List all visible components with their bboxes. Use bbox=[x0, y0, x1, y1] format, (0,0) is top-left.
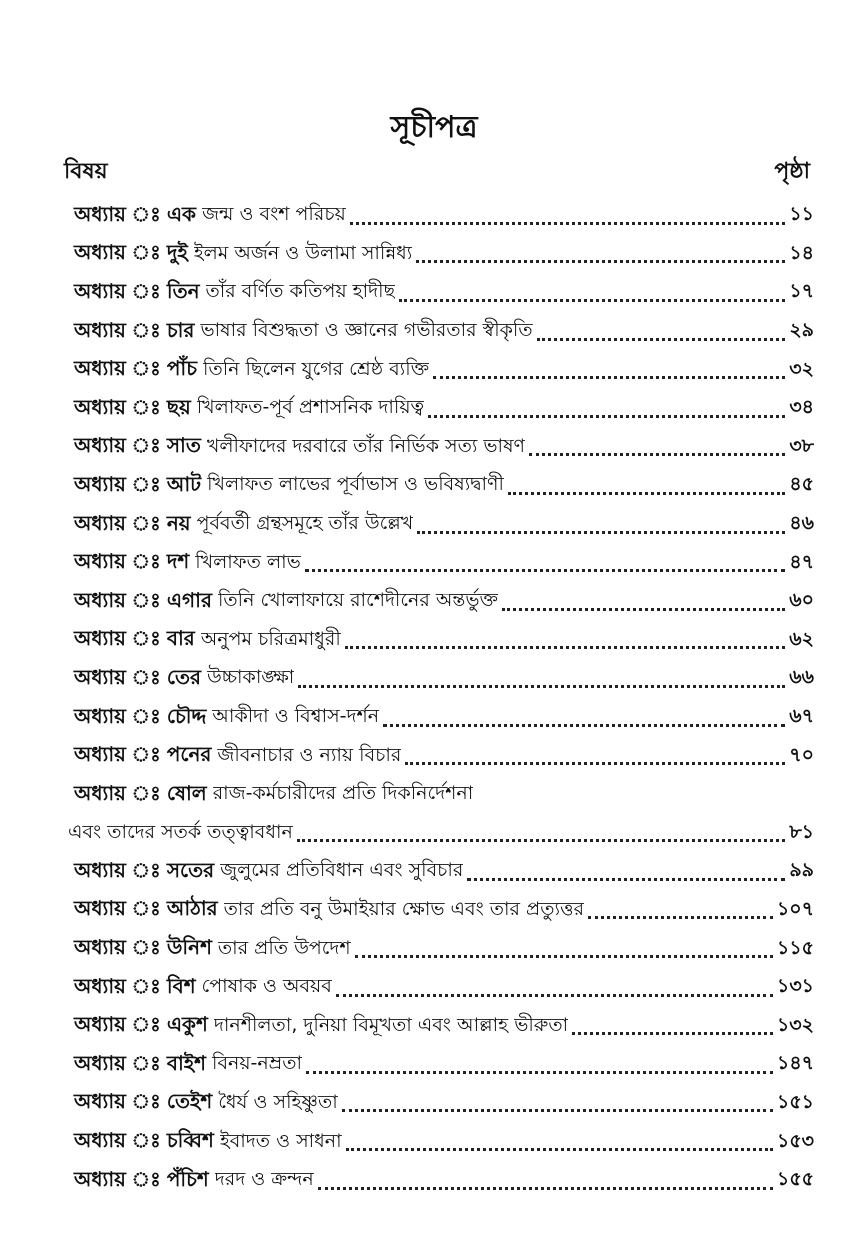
chapter-label: অধ্যায় ঃ bbox=[74, 549, 161, 574]
toc-entry bbox=[74, 583, 814, 622]
dot-leader bbox=[416, 260, 785, 263]
chapter-number: বিশ bbox=[166, 973, 196, 998]
dot-leader bbox=[572, 1032, 773, 1035]
chapter-label: অধ্যায় ঃ bbox=[74, 780, 161, 805]
chapter-title: খিলাফত-পূর্ব প্রশাসনিক দায়িত্ব bbox=[196, 396, 425, 419]
page-column-header: পৃষ্ঠা bbox=[774, 158, 810, 184]
chapter-label: অধ্যায় ঃ bbox=[74, 356, 161, 381]
toc-entry bbox=[74, 622, 814, 661]
chapter-number: এগার bbox=[166, 587, 212, 612]
chapter-number: পনের bbox=[166, 742, 212, 767]
chapter-title: তার প্রতি বনু উমাইয়ার ক্ষোভ এবং তার প্রত্যুত্তর bbox=[223, 897, 585, 920]
toc-entry bbox=[74, 1046, 814, 1085]
chapter-number: ছয় bbox=[166, 394, 191, 419]
chapter-number: তের bbox=[166, 664, 201, 689]
dot-leader bbox=[346, 1148, 773, 1151]
toc-entry bbox=[74, 506, 814, 545]
toc-entry bbox=[74, 892, 814, 931]
dot-leader bbox=[305, 569, 786, 572]
chapter-title: পোষাক ও অবয়ব bbox=[201, 975, 332, 998]
chapter-title: ভাষার বিশুদ্ধতা ও জ্ঞানের গভীরতার স্বীকৃতি bbox=[200, 319, 533, 342]
chapter-number: সতের bbox=[166, 857, 215, 882]
page-number: ৩২ bbox=[789, 357, 814, 380]
chapter-title: খিলাফত লাভের পূর্বাভাস ও ভবিষ্যদ্বাণী bbox=[207, 473, 504, 496]
toc-entry bbox=[74, 544, 814, 583]
dot-leader bbox=[306, 1071, 773, 1074]
toc-entry bbox=[74, 1123, 814, 1162]
chapter-title: খিলাফত লাভ bbox=[195, 550, 301, 573]
page-number: ১০৭ bbox=[776, 897, 814, 920]
chapter-title: পূর্ববর্তী গ্রন্থসমূহে তাঁর উল্লেখ bbox=[196, 512, 414, 535]
chapter-number: তেইশ bbox=[166, 1089, 213, 1114]
chapter-number: চৌদ্দ bbox=[166, 703, 207, 728]
page-number: ১৪৭ bbox=[776, 1052, 814, 1075]
page-number: ৬০ bbox=[789, 589, 814, 612]
chapter-label: অধ্যায় ঃ bbox=[74, 896, 161, 921]
page-number: ১৫১ bbox=[777, 1090, 814, 1113]
page-number: ৬৭ bbox=[789, 705, 814, 728]
chapter-number: পঁচিশ bbox=[166, 1166, 209, 1191]
chapter-number: পাঁচ bbox=[166, 356, 198, 381]
dot-leader bbox=[508, 492, 785, 495]
page-number: ৪৭ bbox=[789, 550, 814, 573]
page-number: ৪৬ bbox=[789, 512, 814, 535]
dot-leader bbox=[537, 338, 786, 341]
chapter-label: অধ্যায় ঃ bbox=[74, 201, 161, 226]
page-number: ১৫৩ bbox=[776, 1129, 814, 1152]
dot-leader bbox=[383, 724, 785, 727]
page-number: ১১ bbox=[789, 203, 814, 226]
chapter-number: আট bbox=[166, 471, 202, 496]
chapter-label: অধ্যায় ঃ bbox=[74, 317, 161, 342]
chapter-number: উনিশ bbox=[166, 935, 212, 960]
dot-leader bbox=[433, 376, 785, 379]
chapter-label: অধ্যায় ঃ bbox=[74, 1012, 161, 1037]
toc-entry bbox=[74, 699, 814, 738]
toc-entry bbox=[74, 930, 814, 969]
toc-entry bbox=[74, 776, 814, 815]
chapter-number: তিন bbox=[166, 278, 200, 303]
dot-leader bbox=[297, 839, 785, 842]
chapter-number: দুই bbox=[166, 240, 188, 265]
chapter-title: তিনি খোলাফায়ে রাশেদীনের অন্তর্ভুক্ত bbox=[217, 589, 498, 612]
chapter-label: অধ্যায় ঃ bbox=[74, 278, 161, 303]
toc-entry bbox=[74, 274, 814, 313]
page-number: ১৩২ bbox=[776, 1013, 814, 1036]
chapter-title: ইলম অর্জন ও উলামা সান্নিধ্য bbox=[193, 241, 413, 264]
chapter-number: নয় bbox=[166, 510, 191, 535]
dot-leader bbox=[428, 415, 785, 418]
page-number: ৯৯ bbox=[789, 859, 814, 882]
chapter-title: অনুপম চরিত্রমাধুরী bbox=[200, 627, 341, 650]
toc-entry bbox=[74, 737, 814, 776]
chapter-label: অধ্যায় ঃ bbox=[74, 240, 161, 265]
chapter-title: ইবাদত ও সাধনা bbox=[219, 1129, 342, 1152]
chapter-label: অধ্যায় ঃ bbox=[74, 394, 161, 419]
chapter-number: চার bbox=[166, 317, 195, 342]
chapter-label: অধ্যায় ঃ bbox=[74, 1089, 161, 1114]
dot-leader bbox=[342, 1109, 773, 1112]
dot-leader bbox=[467, 878, 785, 881]
page-number: ৩৪ bbox=[789, 396, 814, 419]
toc-entry bbox=[68, 815, 814, 854]
chapter-title: দানশীলতা, দুনিয়া বিমূখতা এবং আল্লাহ ভীরুতা bbox=[213, 1013, 569, 1036]
page-number: ৬৬ bbox=[789, 666, 814, 689]
page-number: ১৩১ bbox=[776, 975, 814, 998]
page-number: ২৯ bbox=[789, 319, 814, 342]
page-number: ৬২ bbox=[789, 627, 814, 650]
chapter-title: জন্ম ও বংশ পরিচয় bbox=[202, 203, 346, 226]
toc-entry bbox=[74, 429, 814, 468]
toc-entry bbox=[74, 1162, 814, 1201]
chapter-title: জুলুমের প্রতিবিধান এবং সুবিচার bbox=[220, 859, 464, 882]
chapter-title: বিনয়-নম্রতা bbox=[212, 1052, 303, 1075]
dot-leader bbox=[318, 1187, 773, 1190]
page-number: ৭০ bbox=[789, 743, 814, 766]
toc-entry bbox=[74, 853, 814, 892]
chapter-title: ধৈর্য ও সহিষ্ণুতা bbox=[218, 1090, 338, 1113]
chapter-label: অধ্যায় ঃ bbox=[74, 626, 161, 651]
dot-leader bbox=[502, 608, 785, 611]
chapter-label: অধ্যায় ঃ bbox=[74, 703, 161, 728]
dot-leader bbox=[529, 453, 785, 456]
page-number: ৪৫ bbox=[789, 473, 814, 496]
dot-leader bbox=[405, 762, 785, 765]
dot-leader bbox=[417, 531, 785, 534]
page-number: ৮১ bbox=[789, 820, 814, 843]
dot-leader bbox=[588, 916, 773, 919]
page-number: ১৭ bbox=[789, 280, 814, 303]
toc-entry bbox=[74, 236, 814, 275]
toc-entry bbox=[74, 197, 814, 236]
dot-leader bbox=[399, 299, 785, 302]
toc-entry bbox=[74, 1007, 814, 1046]
toc-entry bbox=[74, 660, 814, 699]
chapter-number: আঠার bbox=[166, 896, 218, 921]
chapter-label: অধ্যায় ঃ bbox=[74, 935, 161, 960]
page-number: ১৫৫ bbox=[777, 1168, 814, 1191]
chapter-label: অধ্যায় ঃ bbox=[74, 742, 161, 767]
toc-entry bbox=[74, 390, 814, 429]
chapter-label: অধ্যায় ঃ bbox=[74, 1166, 161, 1191]
chapter-number: বাইশ bbox=[166, 1050, 207, 1075]
chapter-label: অধ্যায় ঃ bbox=[74, 973, 161, 998]
chapter-label: অধ্যায় ঃ bbox=[74, 433, 161, 458]
chapter-title: এবং তাদের সতর্ক তত্ত্বাবধান bbox=[68, 820, 293, 843]
chapter-number: একুশ bbox=[166, 1012, 208, 1037]
chapter-title: দরদ ও ক্রন্দন bbox=[214, 1168, 314, 1191]
dot-leader bbox=[345, 646, 786, 649]
page-title: সূচীপত্র bbox=[390, 110, 478, 145]
chapter-number: সাত bbox=[166, 433, 201, 458]
dot-leader bbox=[355, 955, 773, 958]
chapter-title: উচ্চাকাঙ্ক্ষা bbox=[206, 666, 295, 689]
dot-leader bbox=[350, 222, 786, 225]
toc-list bbox=[68, 197, 814, 1200]
page-number: ১১৫ bbox=[777, 936, 814, 959]
dot-leader bbox=[298, 685, 785, 688]
chapter-label: অধ্যায় ঃ bbox=[74, 587, 161, 612]
chapter-title: তাঁর বর্ণিত কতিপয় হাদীছ bbox=[205, 280, 396, 303]
toc-entry bbox=[74, 351, 814, 390]
page-number: ৩৮ bbox=[789, 434, 814, 457]
toc-entry bbox=[74, 467, 814, 506]
chapter-label: অধ্যায় ঃ bbox=[74, 664, 161, 689]
chapter-title: আকীদা ও বিশ্বাস-দর্শন bbox=[212, 705, 380, 728]
chapter-title: জীবনাচার ও ন্যায় বিচার bbox=[217, 743, 402, 766]
chapter-number: চব্বিশ bbox=[166, 1128, 214, 1153]
chapter-label: অধ্যায় ঃ bbox=[74, 510, 161, 535]
chapter-title: তিনি ছিলেন যুগের শ্রেষ্ঠ ব্যক্তি bbox=[203, 357, 430, 380]
chapter-label: অধ্যায় ঃ bbox=[74, 1050, 161, 1075]
toc-entry bbox=[74, 969, 814, 1008]
chapter-title: খলীফাদের দরবারে তাঁর নির্ভিক সত্য ভাষণ bbox=[206, 434, 526, 457]
chapter-number: এক bbox=[166, 201, 197, 226]
dot-leader bbox=[336, 994, 773, 997]
toc-entry bbox=[74, 1085, 814, 1124]
subject-column-header: বিষয় bbox=[64, 158, 108, 184]
chapter-number: বার bbox=[166, 626, 195, 651]
chapter-label: অধ্যায় ঃ bbox=[74, 1128, 161, 1153]
chapter-title: তার প্রতি উপদেশ bbox=[217, 936, 351, 959]
toc-entry bbox=[74, 313, 814, 352]
chapter-number: ষোল bbox=[166, 780, 207, 805]
chapter-label: অধ্যায় ঃ bbox=[74, 857, 161, 882]
chapter-label: অধ্যায় ঃ bbox=[74, 471, 161, 496]
page-number: ১৪ bbox=[789, 241, 814, 264]
chapter-number: দশ bbox=[166, 549, 190, 574]
chapter-title: রাজ-কর্মচারীদের প্রতি দিকনির্দেশনা bbox=[212, 782, 474, 805]
